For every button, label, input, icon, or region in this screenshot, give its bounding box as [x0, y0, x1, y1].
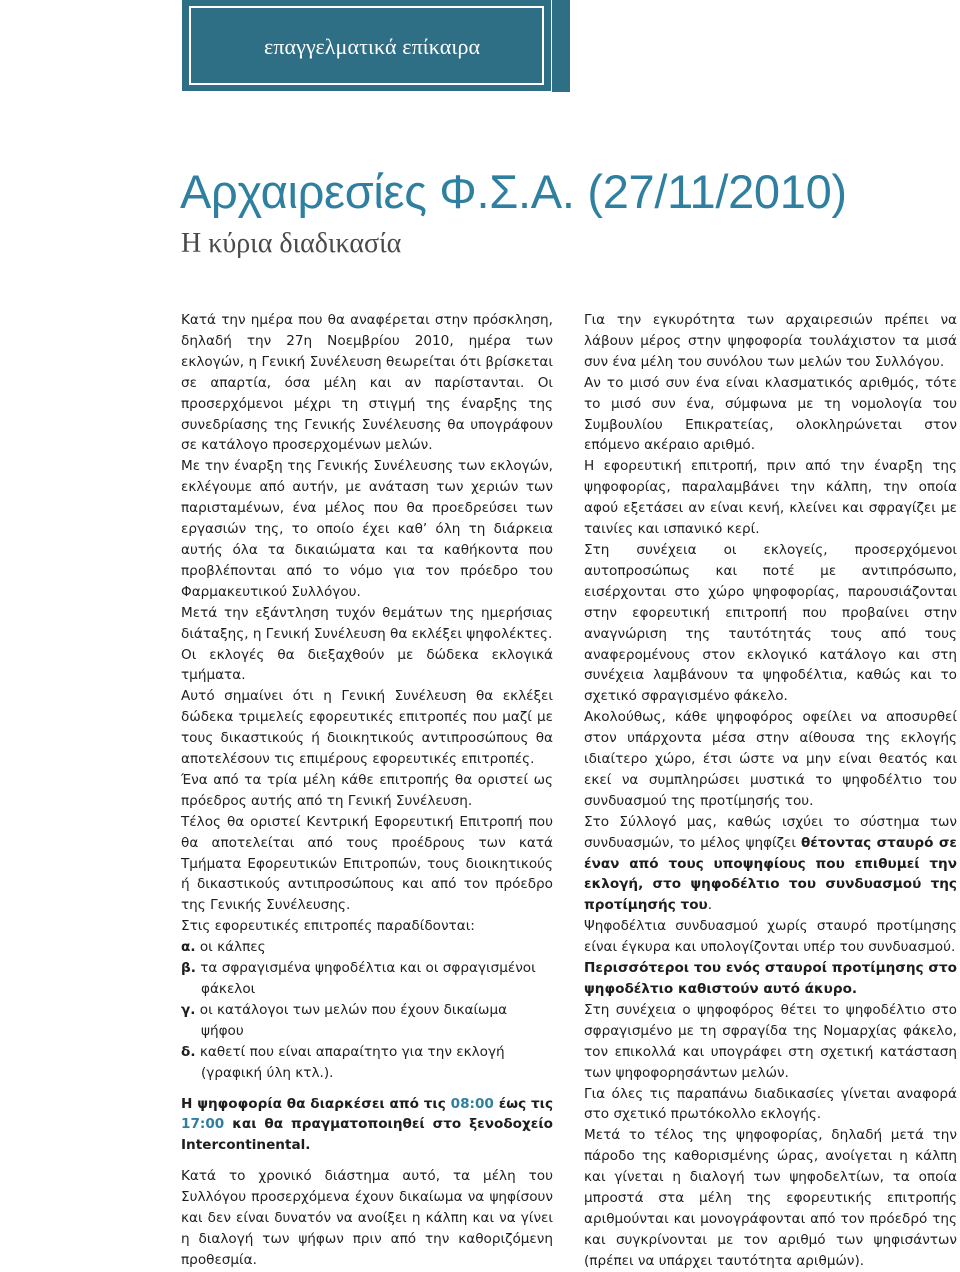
paragraph: Μετά την εξάντληση τυχόν θεμάτων της ημερήσιας διάταξης, η Γενική Συνέλευση θα εκλέξει ψηφολέκτες. [181, 604, 553, 642]
paragraph: Τέλος θα οριστεί Κεντρική Εφορευτική Επιτροπή που θα αποτελείται από τους προέδρους των κατά Τμήματα Εφορευτικών Επιτροπών, τους διοικητικούς ή δικαστικούς αντιπροσώπους και από τον πρόεδρο της Γενικής Συνέλευσης. [181, 813, 553, 914]
paragraph: Με την έναρξη της Γενικής Συνέλευσης των εκλογών, εκλέγουμε από αυτήν, με ανάταση των χεριών των παρισταμένων, ένα μέλος που θα προεδρεύσει των εργασιών της, το οποίο έχει καθ’ όλη τη διάρκεια αυτής όλα τα δικαιώματα και τα καθήκοντα που προβλέπονται από το νόμο για τον πρόεδρο του Φαρμακευτικού Συλλόγου. [181, 458, 553, 600]
paragraph: Οι εκλογές θα διεξαχθούν με δώδεκα εκλογικά τμήματα. [181, 646, 553, 684]
paragraph: Η εφορευτική επιτροπή, πριν από την έναρξη της ψηφοφορίας, παραλαμβάνει την κάλπη, την οποία αφού εξετάσει αν είναι κενή, κλείνει και σφραγίζει με ταινίες και ισπανικό κερί. [584, 458, 957, 538]
list-item-text: τα σφραγισμένα ψηφοδέλτια και οι σφραγισμένοι φάκελοι [200, 960, 536, 997]
list-item [181, 1000, 553, 1042]
section-label: επαγγελματικά επίκαιρα [264, 34, 481, 59]
paragraph: Ακολούθως, κάθε ψηφοφόρος οφείλει να αποσυρθεί στον υπάρχοντα μέσα στην αίθουσα της εκλογής ιδιαίτερο χώρο, έτσι ώστε να μην είναι θεατός και εκεί να συμπληρώσει μυστικά το ψηφοδέλτιο του συνδυασμού της προτίμησής του. [584, 709, 957, 809]
right-column [584, 310, 957, 1272]
list-item [181, 937, 553, 958]
paragraph: Για την εγκυρότητα των αρχαιρεσιών πρέπει να λάβουν μέρος στην ψηφοφορία τουλάχιστον τα μισά συν ένα μέλη του συνόλου των μελών του Συλλόγου. [584, 312, 957, 370]
paragraph: Κατά το χρονικό διάστημα αυτό, τα μέλη του Συλλόγου προσερχόμενα έχουν δικαίωμα να ψηφίσουν και δεν είναι δυνατόν να ανοίξει η κάλπη και να γίνει η διαλογή των ψήφων πριν από την καθοριζόμενη προθεσμία. [181, 1168, 553, 1268]
voting-instruction-emphasis: θέτοντας σταυρό σε έναν από τους υποψηφίους που επιθυμεί την εκλογή, στο ψηφοδέλτιο του συνδυασμού της προτίμησής του [584, 834, 957, 914]
list-marker: α. [181, 939, 196, 956]
list-item-text: καθετί που είναι απαραίτητο για την εκλογή (γραφική ύλη κτλ.). [199, 1043, 505, 1081]
voting-hours-notice: Η ψηφοφορία θα διαρκέσει από τις 08:00 έως τις 17:00 και θα πραγματοποιηθεί στο ξενοδοχείο Intercontinental. [181, 1095, 554, 1154]
banner-accent-bar [552, 0, 570, 92]
list-marker: β. [181, 960, 196, 977]
paragraph: Στις εφορευτικές επιτροπές παραδίδονται: [181, 918, 475, 935]
list-marker: δ. [181, 1043, 196, 1060]
paragraph: Αυτό σημαίνει ότι η Γενική Συνέλευση θα εκλέξει δώδεκα τριμελείς εφορευτικές επιτροπές που μαζί με τους δικαστικούς ή διοικητικούς αντιπροσώπους θα αποτελέσουν τις επιμέρους εφορευτικές επιτροπές. [181, 688, 553, 768]
list-item-text: οι κατάλογοι των μελών που έχουν δικαίωμα ψήφου [199, 1001, 508, 1039]
invalid-ballot-notice: Περισσότεροι του ενός σταυροί προτίμησης στο ψηφοδέλτιο καθιστούν αυτό άκυρο. [584, 960, 957, 997]
list-marker: γ. [181, 1001, 196, 1018]
left-column [181, 310, 553, 1271]
paragraph: Μετά το τέλος της ψηφοφορίας, δηλαδή μετά την πάροδο της καθορισμένης ώρας, ανοίγεται η κάλπη και γίνεται η διαλογή των ψηφοδελτίων, τα οποία μπροστά στα μέλη της εφορευτικής επιτροπής αριθμούνται και μονογράφονται από τον πρόεδρό της και συγκρίνονται με τον αριθμό των ψηφισάντων (πρέπει να υπάρχει ταυτότητα αριθμών). [584, 1127, 957, 1269]
article-title: Αρχαιρεσίες Φ.Σ.Α. (27/11/2010) [180, 165, 847, 218]
article-subtitle: Η κύρια διαδικασία [181, 228, 402, 259]
voting-start-time: 08:00 [450, 1095, 494, 1112]
list-item-text: οι κάλπες [199, 939, 266, 956]
paragraph: Για όλες τις παραπάνω διαδικασίες γίνεται αναφορά στο σχετικό πρωτόκολλο εκλογής. [584, 1085, 957, 1123]
paragraph: Ψηφοδέλτια συνδυασμού χωρίς σταυρό προτίμησης είναι έγκυρα και υπολογίζονται υπέρ του συνδυασμού. [584, 918, 957, 956]
paragraph: Αν το μισό συν ένα είναι κλασματικός αριθμός, τότε το μισό συν ένα, σύμφωνα με τη νομολογία του Συμβουλίου Επικρατείας, ολοκληρώνεται στον επόμενο ακέραιο αριθμό. [584, 374, 957, 454]
paragraph: Ένα από τα τρία μέλη κάθε επιτροπής θα οριστεί ως πρόεδρος αυτής από τη Γενική Συνέλευση. [181, 771, 553, 809]
paragraph: Στη συνέχεια ο ψηφοφόρος θέτει το ψηφοδέλτιο στο σφραγισμένο με τη σφραγίδα της Νομαρχίας φάκελο, τον επικολλά και υπογράφει στη σχετική κατάσταση των ψηφοφορησάντων μελών. [584, 1001, 957, 1081]
list-item [181, 1042, 553, 1084]
paragraph: Κατά την ημέρα που θα αναφέρεται στην πρόσκληση, δηλαδή την 27η Νοεμβρίου 2010, ημέρα των εκλογών, η Γενική Συνέλευση θεωρείται ότι βρίσκεται σε απαρτία, όσα μέλη και αν παρίστανται. Οι προσερχόμενοι μέχρι τη στιγμή της έναρξης της συνεδρίασης της Γενικής Συνέλευσης θα υπογράφουν σε κατάλογο προσερχομένων μελών. [181, 312, 553, 454]
list-item [181, 958, 553, 1000]
handover-list [181, 937, 553, 1083]
paragraph: Στη συνέχεια οι εκλογείς, προσερχόμενοι αυτοπροσώπως και ποτέ με αντιπρόσωπο, εισέρχονται στο χώρο ψηφοφορίας, παρουσιάζονται στην εφορευτική επιτροπή που προβαίνει στην αναγνώριση της ταυτότητάς τους από τους αναφερομένους στον εκλογικό κατάλογο και στη συνέχεια λαμβάνουν τα ψηφοδέλτια, καθώς και το σχετικό σφραγισμένο φάκελο. [584, 541, 957, 705]
paragraph: Στο Σύλλογό μας, καθώς ισχύει το σύστημα των συνδυασμών, το μέλος ψηφίζει θέτοντας σταυρό σε έναν από τους υποψηφίους που επιθυμεί την εκλογή, στο ψηφοδέλτιο του συνδυασμού της προτίμησής του. [584, 813, 957, 914]
voting-end-time: 17:00 [181, 1116, 225, 1133]
